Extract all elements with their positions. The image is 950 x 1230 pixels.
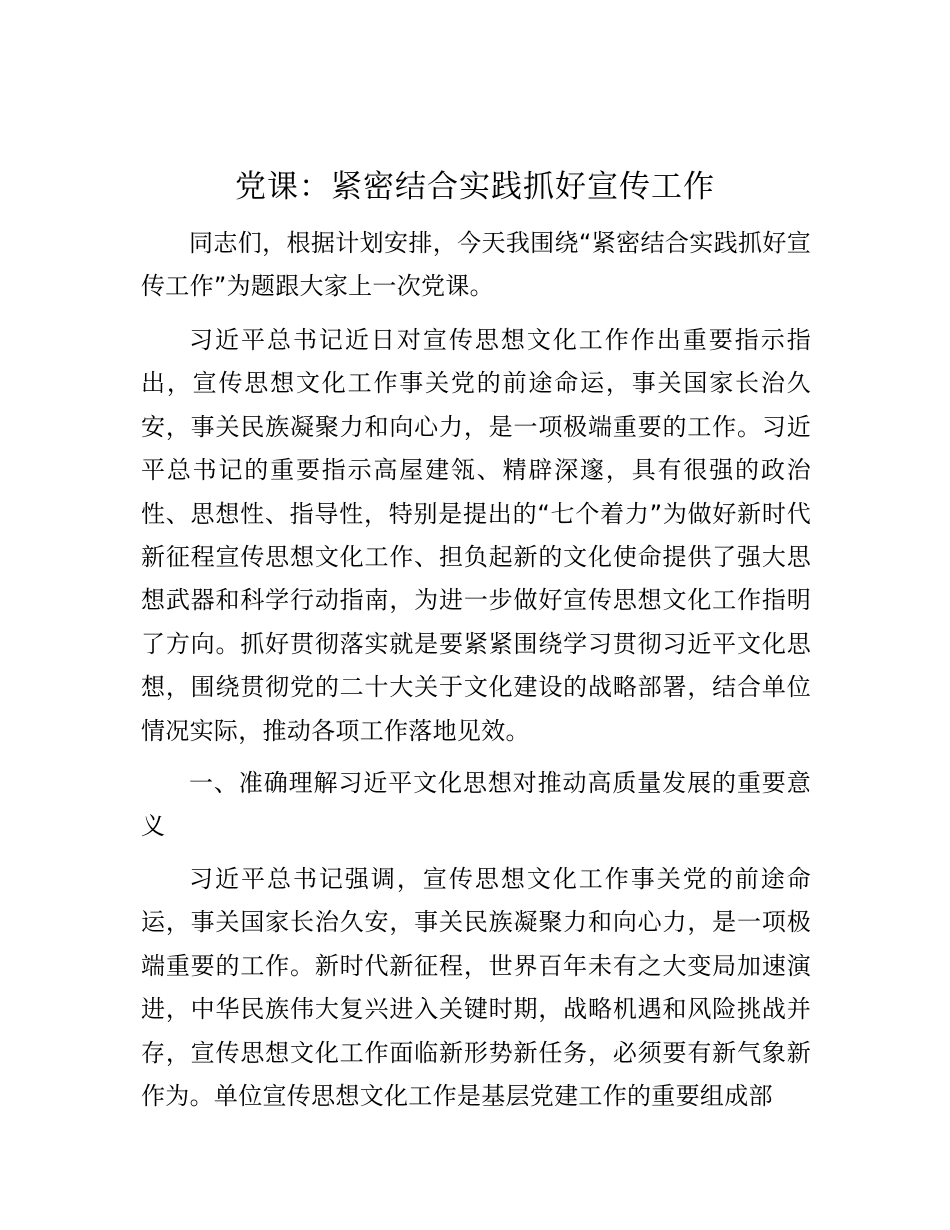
paragraph-section-1: 习近平总书记强调，宣传思想文化工作事关党的前途命运，事关国家长治久安，事关民族凝聚力和向心力，是一项极端重要的工作。新时代新征程，世界百年未有之大变局加速演进，中华民族伟大复兴进入关键时期，战略机遇和风险挑战并存，宣传思想文化工作面临新形势新任务，必须要有新气象新作为。单位宣传思想文化工作是基层党建工作的重要组成部 <box>141 865 811 1111</box>
paragraph-intro: 同志们，根据计划安排，今天我围绕“紧密结合实践抓好宣传工作”为题跟大家上一次党课。 <box>141 229 811 301</box>
section-heading-1: 一、准确理解习近平文化思想对推动高质量发展的重要意义 <box>141 769 811 841</box>
document-title: 党课：紧密结合实践抓好宣传工作 <box>235 169 715 205</box>
paragraph-instructions: 习近平总书记近日对宣传思想文化工作作出重要指示指出，宣传思想文化工作事关党的前途命运，事关国家长治久安，事关民族凝聚力和向心力，是一项极端重要的工作。习近平总书记的重要指示高屋建瓴、精辟深邃，具有很强的政治性、思想性、指导性，特别是提出的“七个着力”为做好新时代新征程宣传思想文化工作、担负起新的文化使命提供了强大思想武器和科学行动指南，为进一步做好宣传思想文化工作指明了方向。抓好贯彻落实就是要紧紧围绕学习贯彻习近平文化思想，围绕贯彻党的二十大关于文化建设的战略部署，结合单位情况实际，推动各项工作落地见效。 <box>141 326 811 745</box>
